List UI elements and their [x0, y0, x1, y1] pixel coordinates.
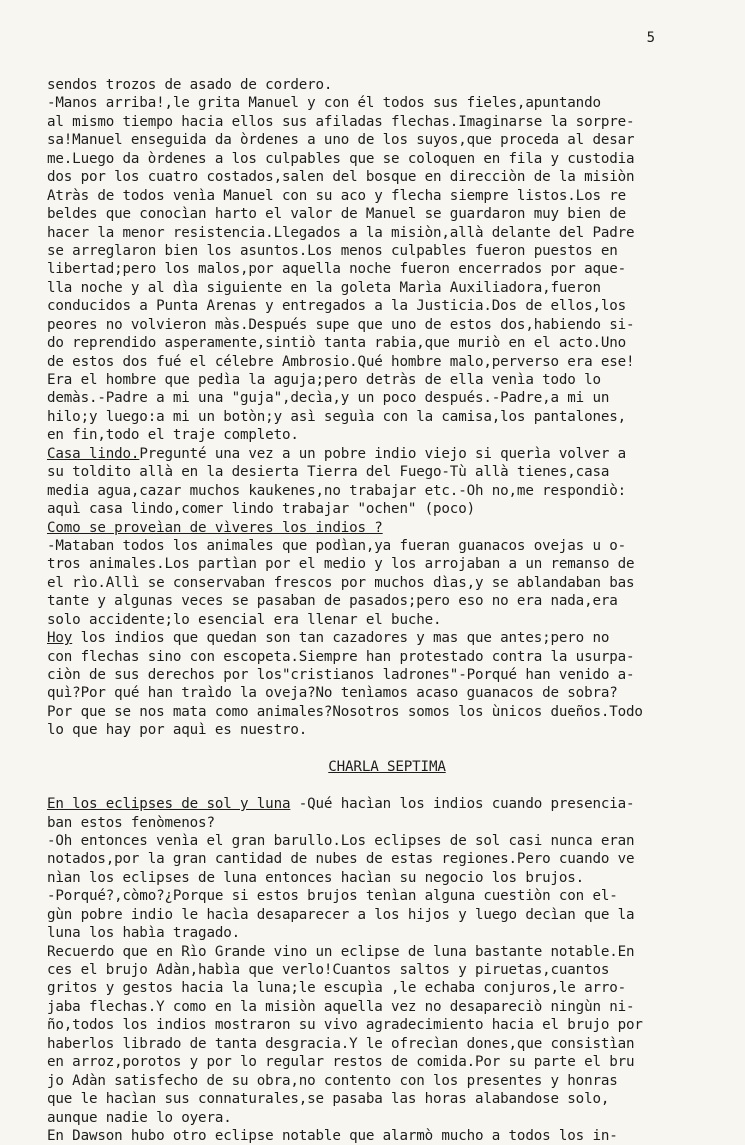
text-line: notados,por la gran cantidad de nubes de estas regiones.Pero cuando ve: [47, 851, 635, 868]
text-line: Hoy los indios que quedan son tan cazadores y mas que antes;pero no: [47, 630, 610, 647]
text-line: el rìo.Allì se conservaban frescos por muchos dìas,y se ablandaban bas: [47, 574, 635, 591]
text-line: Casa lindo.Pregunté una vez a un pobre indio viejo si querìa volver a: [47, 445, 627, 462]
text-line: en fin,todo el traje completo.: [47, 427, 299, 444]
document-body: [47, 76, 727, 1145]
text-line: gùn pobre indio le hacìa desaparecer a los hijos y luego decìan que la: [47, 906, 635, 923]
page-number: 5: [646, 30, 655, 46]
text-line: -Manos arriba!,le grita Manuel y con él todos sus fieles,apuntando: [47, 95, 601, 112]
text-line: hacer la menor resistencia.Llegados a la misiòn,allà delante del Padre: [47, 224, 635, 241]
text-line: lo que hay por aquì es nuestro.: [47, 722, 308, 739]
text-line: ño,todos los indios mostraron su vivo agradecimiento hacia el brujo por: [47, 1017, 643, 1034]
text-line: se arreglaron bien los asuntos.Los menos culpables fueron puestos en: [47, 242, 618, 259]
text-line: jaba flechas.Y como en la misiòn aquella vez no desapareciò ningùn ni-: [47, 998, 635, 1015]
section-heading: CHARLA SEPTIMA: [328, 759, 446, 776]
text-line: sendos trozos de asado de cordero.: [47, 77, 333, 93]
text-line: tros animales.Los partìan por el medio y los arrojaban a un remanso de: [47, 556, 635, 573]
text-line: -Mataban todos los animales que podìan,ya fueran guanacos ovejas u o-: [47, 537, 627, 554]
blank-line: [47, 777, 727, 795]
text-line: que le hacìan sus connaturales,se pasaba las horas alabandose solo,: [47, 1091, 610, 1108]
text-line: tante y algunas veces se pasaban de pasados;pero eso no era nada,era: [47, 593, 618, 610]
text-line: haberlos librado de tanta desgracia.Y le ofrecìan dones,que consistìan: [47, 1035, 635, 1052]
blank-line: [47, 740, 727, 758]
text-line: En los eclipses de sol y luna -Qué hacìan los indios cuando presencia-: [47, 796, 635, 813]
text-line: su toldito allà en la desierta Tierra del Fuego-Tù allà tienes,casa: [47, 464, 610, 481]
text-line: ciòn de sus derechos por los"cristianos ladrones"-Porqué han venido a-: [47, 667, 635, 683]
text-line: aunque nadie lo oyera.: [47, 1109, 232, 1126]
text-line: do reprendido asperamente,sintiò tanta rabia,que muriò en el acto.Uno: [47, 335, 627, 352]
text-line: jo Adàn satisfecho de su obra,no contento con los presentes y honras: [47, 1072, 618, 1089]
text-line: con flechas sino con escopeta.Siempre han protestado contra la usurpa-: [47, 648, 635, 665]
text-line: beldes que conocìan harto el valor de Manuel se guardaron muy bien de: [47, 206, 627, 223]
text-line: de estos dos fué el célebre Ambrosio.Qué hombre malo,perverso era ese!: [47, 353, 635, 370]
text-line: -Oh entonces venìa el gran barullo.Los eclipses de sol casi nunca eran: [47, 832, 635, 849]
text-line: Recuerdo que en Rìo Grande vino un eclipse de luna bastante notable.En: [47, 943, 635, 960]
text-line: en arroz,porotos y por lo regular restos de comida.Por su parte el bru: [47, 1054, 635, 1071]
text-line: En Dawson hubo otro eclipse notable que alarmò mucho a todos los in-: [47, 1127, 618, 1144]
text-line: ces el brujo Adàn,habìa que verlo!Cuantos saltos y piruetas,cuantos: [47, 962, 610, 978]
text-line: me.Luego da òrdenes a los culpables que se coloquen en fila y custodia: [47, 150, 635, 167]
text-line: solo accidente;lo esencial era llenar el buche.: [47, 611, 442, 628]
text-line: sa!Manuel enseguida da òrdenes a uno de los suyos,que proceda al desar: [47, 132, 635, 149]
text-line: Atràs de todos venìa Manuel con su aco y flecha siempre listos.Los re: [47, 187, 627, 204]
text-line: Por que se nos mata como animales?Nosotros somos los ùnicos dueños.Todo: [47, 703, 643, 720]
text-line: al mismo tiempo hacia ellos sus afiladas flechas.Imaginarse la sorpre-: [47, 113, 635, 130]
text-line: gritos y gestos hacia la luna;le escupìa ,le echaba conjuros,le arro-: [47, 980, 627, 997]
text-line: lla noche y al dìa siguiente en la goleta Marìa Auxiliadora,fueron: [47, 279, 601, 296]
text-line: ban estos fenòmenos?: [47, 814, 215, 831]
text-line: dos por los cuatro costados,salen del bosque en direcciòn de la misiòn: [47, 169, 635, 186]
text-line: -Porqué?,còmo?¿Porque si estos brujos tenìan alguna cuestiòn con el-: [47, 888, 618, 905]
text-line: Era el hombre que pedìa la aguja;pero detràs de ella venìa todo lo: [47, 372, 601, 388]
text-line: libertad;pero los malos,por aquella noche fueron encerrados por aque-: [47, 261, 627, 278]
text-line: media agua,cazar muchos kaukenes,no trabajar etc.-Oh no,me respondiò:: [47, 482, 627, 499]
text-line: nìan los eclipses de luna entonces hacìan su negocio los brujos.: [47, 869, 585, 886]
text-line: Como se proveìan de vìveres los indios ?: [47, 519, 383, 536]
text-line: quì?Por qué han traìdo la oveja?No tenìamos acaso guanacos de sobra?: [47, 685, 618, 702]
text-line: aquì casa lindo,comer lindo trabajar "ochen" (poco): [47, 501, 475, 518]
text-line: demàs.-Padre a mi una "guja",decìa,y un poco después.-Padre,a mi un: [47, 390, 610, 407]
text-line: hilo;y luego:a mi un botòn;y asì seguìa con la camisa,los pantalones,: [47, 408, 627, 425]
text-line: conducidos a Punta Arenas y entregados a la Justicia.Dos de ellos,los: [47, 298, 627, 315]
text-line: peores no volvieron màs.Después supe que uno de estos dos,habiendo si-: [47, 316, 635, 333]
text-line: luna los habìa tragado.: [47, 925, 241, 942]
